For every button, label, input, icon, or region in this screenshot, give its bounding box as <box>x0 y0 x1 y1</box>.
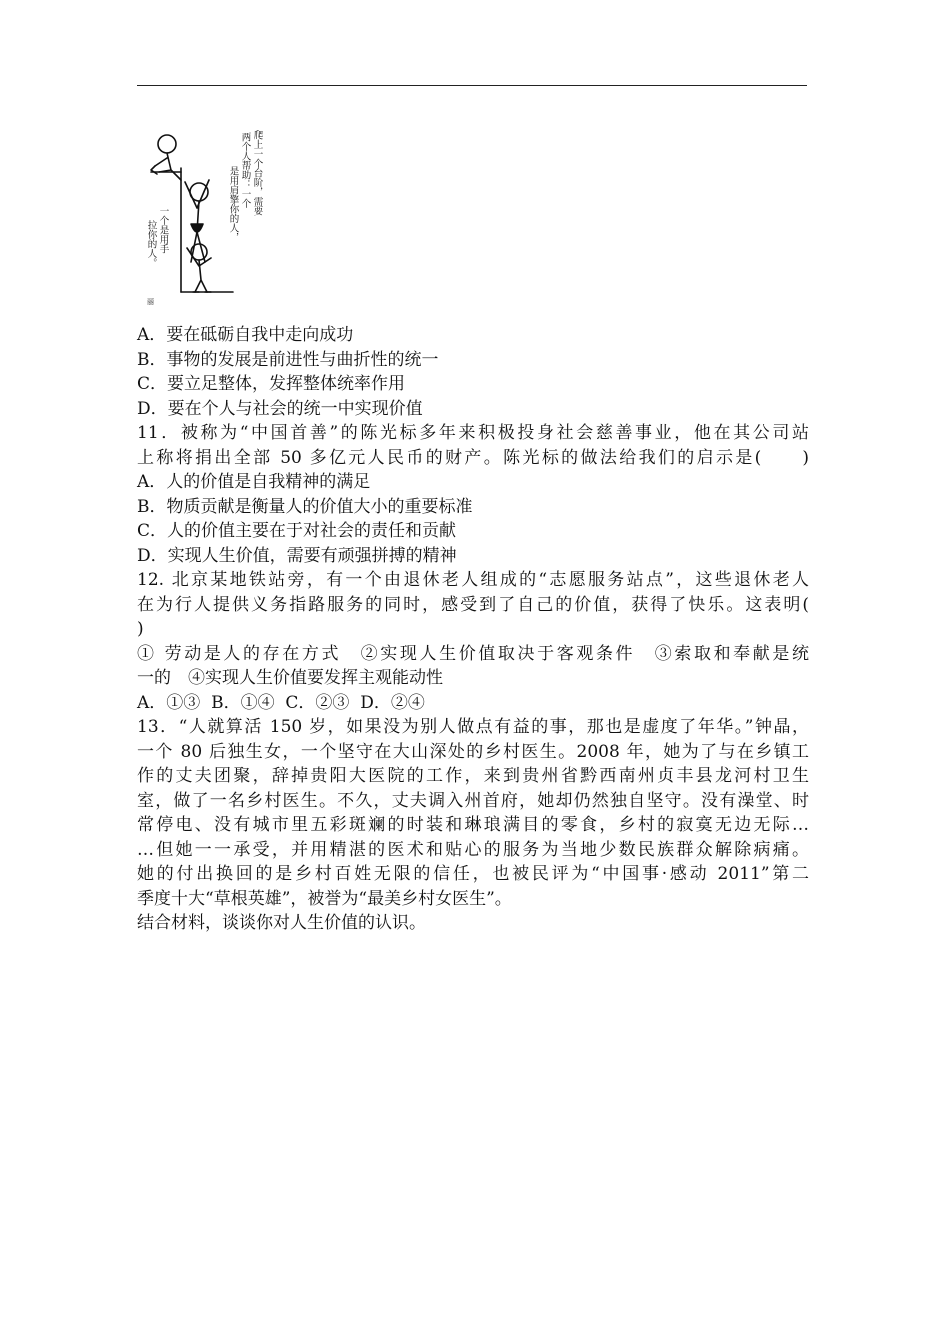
cartoon-signature: 丽 <box>147 298 154 306</box>
caption-left-2: 拉你的人。 <box>145 220 157 268</box>
question-text <box>137 323 809 936</box>
cartoon-illustration <box>137 120 277 310</box>
q13-line-3: 作的丈夫团聚，辞掉贵阳大医院的工作，来到贵州省黔西南州贞丰县龙河村卫生 <box>137 766 809 786</box>
q12-stem-line-2: 在为行人提供义务指路服务的同时，感受到了自己的价值，获得了快乐。这表明( <box>137 594 809 615</box>
q12-stem-line-3: ) <box>137 619 144 639</box>
q10-option-d: D．要在个人与社会的统一中实现价值 <box>137 398 423 419</box>
caption-right-3: 是用肩擎你的人， <box>227 166 239 242</box>
q10-option-c: C．要立足整体，发挥整体统率作用 <box>137 374 406 394</box>
q13-line-8: 季度十大“草根英雄”，被誉为“最美乡村女医生”。 <box>137 888 512 909</box>
caption-right-2: 两个人帮助：一个 <box>239 132 251 208</box>
q13-line-2: 一个 80 后独生女，一个坚守在大山深处的乡村医生。2008 年，她为了与在乡镇工 <box>137 741 809 762</box>
q13-line-4: 室，做了一名乡村医生。不久，丈夫调入州首府，她却仍然独自坚守。没有澡堂、时 <box>137 790 809 811</box>
q13-line-1: 13．“人就算活 150 岁，如果没为别人做点有益的事，那也是虚度了年华。”钟晶， <box>137 717 809 737</box>
q11-stem-line-1: 11．被称为“中国首善”的陈光标多年来积极投身社会慈善事业，他在其公司站 <box>137 423 809 443</box>
q12-stem-line-1: 12. 北京某地铁站旁，有一个由退休老人组成的“志愿服务站点”，这些退休老人 <box>137 570 809 590</box>
q13-line-5: 常停电、没有城市里五彩斑斓的时装和琳琅满目的零食，乡村的寂寞无边无际… <box>137 815 809 835</box>
q12-options: A．①③ B．①④ C．②③ D．②④ <box>137 692 425 713</box>
top-person-body <box>155 153 181 180</box>
q11-option-b: B．物质贡献是衡量人的价值大小的重要标准 <box>137 496 473 517</box>
q11-option-a: A．人的价值是自我精神的满足 <box>137 472 371 492</box>
q11-stem-line-2: 上称将捐出全部 50 多亿元人民币的财产。陈光标的做法给我们的启示是( ) <box>137 447 809 468</box>
q10-option-a: A．要在砥砺自我中走向成功 <box>137 325 354 345</box>
top-person-hand <box>151 166 157 174</box>
q11-option-c: C．人的价值主要在于对社会的责任和贡献 <box>137 521 457 541</box>
q13-line-7: 她的付出换回的是乡村百姓无限的信任，也被民评为“中国事·感动 2011”第二 <box>137 864 809 884</box>
q13-prompt: 结合材料，谈谈你对人生价值的认识。 <box>137 913 426 933</box>
caption-right-1: 爬上一个台阶，需要 <box>251 130 263 216</box>
q11-option-d: D．实现人生价值，需要有顽强拼搏的精神 <box>137 545 457 566</box>
top-person-head <box>158 135 176 153</box>
header-rule <box>137 85 807 86</box>
caption-left-1: 一个是用手 <box>157 206 169 254</box>
q10-option-b: B．事物的发展是前进性与曲折性的统一 <box>137 349 439 370</box>
q12-items-line-2: 一的 ④实现人生价值要发挥主观能动性 <box>137 668 443 688</box>
q13-line-6: …但她一一承受，并用精湛的医术和贴心的服务为当地少数民族群众解除病痛。 <box>137 839 809 860</box>
q12-items-line-1: ① 劳动是人的存在方式 ②实现人生价值取决于客观条件 ③索取和奉献是统 <box>137 643 809 664</box>
middle-person-shorts <box>191 224 203 232</box>
